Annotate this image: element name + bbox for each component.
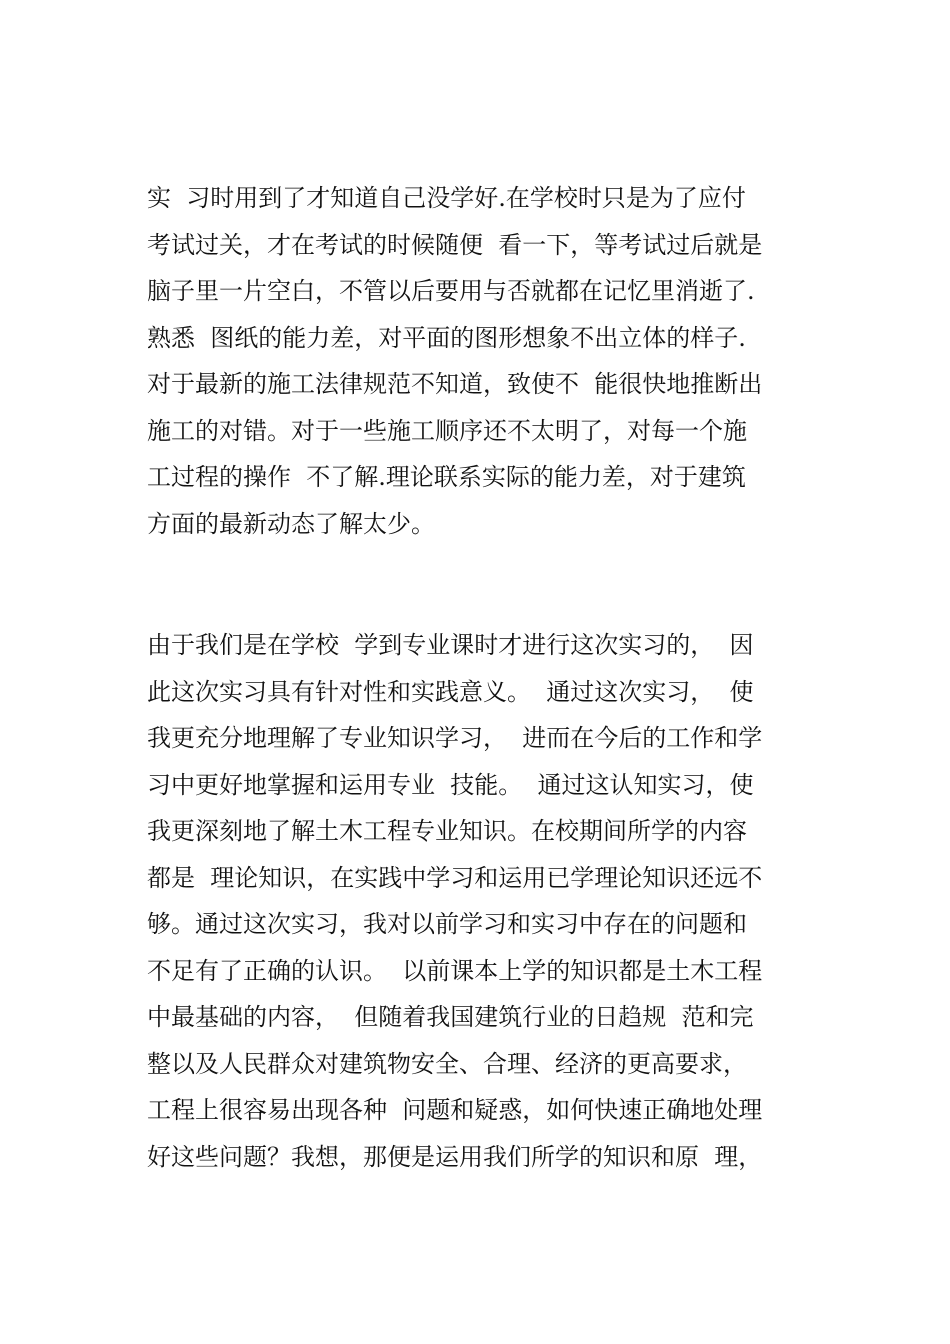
text-line: 施工的对错。对于一些施工顺序还不太明了，对每一个施 xyxy=(147,416,747,445)
text-line: 我更充分地理解了专业知识学习， 进而在今后的工作和学 xyxy=(147,724,763,752)
text-line: 方面的最新动态了解太少。 xyxy=(147,509,435,538)
text-line: 由于我们是在学校 学到专业课时才进行这次实习的， 因 xyxy=(147,631,754,659)
text-line: 都是 理论知识，在实践中学习和运用已学理论知识还远不 xyxy=(147,863,763,892)
paragraph-1 xyxy=(147,175,817,547)
text-line: 工过程的操作 不了解.理论联系实际的能力差，对于建筑 xyxy=(147,463,746,491)
text-line: 整以及人民群众对建筑物安全、合理、经济的更高要求， xyxy=(147,1049,747,1078)
text-line: 对于最新的施工法律规范不知道，致使不 能很快地推断出 xyxy=(147,370,763,398)
text-line: 实 习时用到了才知道自己没学好.在学校时只是为了应付 xyxy=(147,184,746,212)
text-line: 工程上很容易出现各种 问题和疑惑，如何快速正确地处理 xyxy=(147,1096,763,1124)
text-line: 此这次实习具有针对性和实践意义。 通过这次实习， 使 xyxy=(147,677,754,706)
text-line: 考试过关，才在考试的时候随便 看一下，等考试过后就是 xyxy=(147,230,763,259)
text-line: 中最基础的内容， 但随着我国建筑行业的日趋规 范和完 xyxy=(147,1003,754,1031)
text-line: 不足有了正确的认识。 以前课本上学的知识都是土木工程 xyxy=(147,956,763,985)
text-line: 脑子里一片空白，不管以后要用与否就都在记忆里消逝了. xyxy=(147,277,755,305)
paragraph-2 xyxy=(147,622,817,1180)
text-line: 我更深刻地了解土木工程专业知识。在校期间所学的内容 xyxy=(147,817,747,845)
text-line: 习中更好地掌握和运用专业 技能。 通过这认知实习，使 xyxy=(147,770,754,799)
text-line: 熟悉 图纸的能力差，对平面的图形想象不出立体的样子. xyxy=(147,323,746,352)
text-line: 好这些问题？我想，那便是运用我们所学的知识和原 理， xyxy=(147,1142,763,1171)
text-line: 够。通过这次实习，我对以前学习和实习中存在的问题和 xyxy=(147,910,747,938)
